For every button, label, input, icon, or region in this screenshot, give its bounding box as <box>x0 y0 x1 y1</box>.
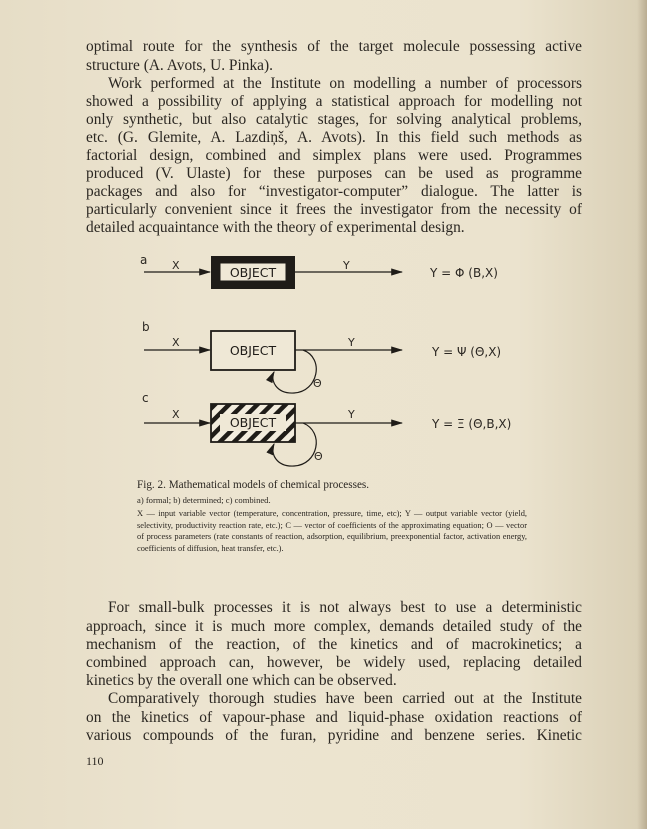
page-edge-shadow <box>637 0 647 829</box>
p4-line-2: on the kinetics of vapour-phase and liquid-phase oxidation reactions of <box>86 709 582 726</box>
object-text-a: OBJECT <box>229 265 277 280</box>
p2-line-6: produced (V. Ulaste) for these purposes can be used as programme <box>86 165 582 182</box>
feedback-label-b: Θ <box>313 377 322 390</box>
p3-line-4: combined approach can, however, be widely used, replacing detailed <box>86 654 582 671</box>
p2-line-2: showed a possibility of applying a statistical approach for modelling not <box>86 93 582 110</box>
label-b: b <box>142 320 150 334</box>
p3-line-5: kinetics by the overall one which can be observed. <box>86 672 397 689</box>
p1-line-2: structure (A. Avots, U. Pinka). <box>86 57 273 74</box>
p4-line-1: Comparatively thorough studies have been carried out at the Institute <box>108 690 582 707</box>
figure-2-diagram <box>140 250 570 480</box>
figure-caption-title: Fig. 2. Mathematical models of chemical processes. <box>137 479 370 491</box>
label-c: c <box>142 391 149 405</box>
figure-caption-legend: X — input variable vector (temperature, concentration, pressure, time, etc); Y — output variable vector (yield, selectivity, productivity reaction rate, etc.); C — vector of coefficients of the approximating equation; O — vector of process parameters (rate constants of reaction, adsorption, equilibrium, preexponential factor, activation energy, coefficients of diffusion, heat transfer, etc.). <box>137 509 527 553</box>
p3-line-2: approach, since it is much more complex, demands detailed study of the <box>86 618 582 635</box>
p2-line-1: Work performed at the Institute on modelling a number of processors <box>108 75 582 92</box>
page-number: 110 <box>86 754 104 768</box>
output-label-b: Y <box>348 336 355 349</box>
p3-line-3: mechanism of the reaction, of the kinetics and of macrokinetics; a <box>86 636 582 653</box>
p1-line-1: optimal route for the synthesis of the target molecule possessing active <box>86 38 582 55</box>
figure-caption-subtitle: a) formal; b) determined; c) combined. <box>137 495 271 505</box>
p2-line-3: only synthetic, but also catalytic stages, for solving analytical problems, <box>86 111 582 128</box>
input-label-b: X <box>172 336 180 349</box>
input-label-a: X <box>172 259 180 272</box>
p2-line-9: detailed acquaintance with the theory of experimental design. <box>86 219 465 236</box>
equation-a: Y = Φ (B,X) <box>430 266 498 280</box>
input-label-c: X <box>172 408 180 421</box>
equation-c: Y = Ξ (Θ,B,X) <box>432 417 512 431</box>
label-a: a <box>140 253 148 267</box>
p2-line-8: particularly convenient since it frees the investigator from the necessity of <box>86 201 582 218</box>
p2-line-7: packages and also for “investigator-computer” dialogue. The latter is <box>86 183 582 200</box>
object-text-c: OBJECT <box>229 415 277 430</box>
equation-b: Y = Ψ (Θ,X) <box>432 345 502 359</box>
p2-line-5: factorial design, combined and simplex plans were used. Programmes <box>86 147 582 164</box>
output-label-a: Y <box>343 259 350 272</box>
p4-line-3: various compounds of the furan, pyridine and benzene series. Kinetic <box>86 727 582 744</box>
object-text-b: OBJECT <box>229 343 277 358</box>
output-label-c: Y <box>348 408 355 421</box>
feedback-label-c: Θ <box>314 450 323 463</box>
p2-line-4: etc. (G. Glemite, A. Lazdiņš, A. Avots). In this field such methods as <box>86 129 582 146</box>
p3-line-1: For small-bulk processes it is not always best to use a deterministic <box>108 599 582 616</box>
